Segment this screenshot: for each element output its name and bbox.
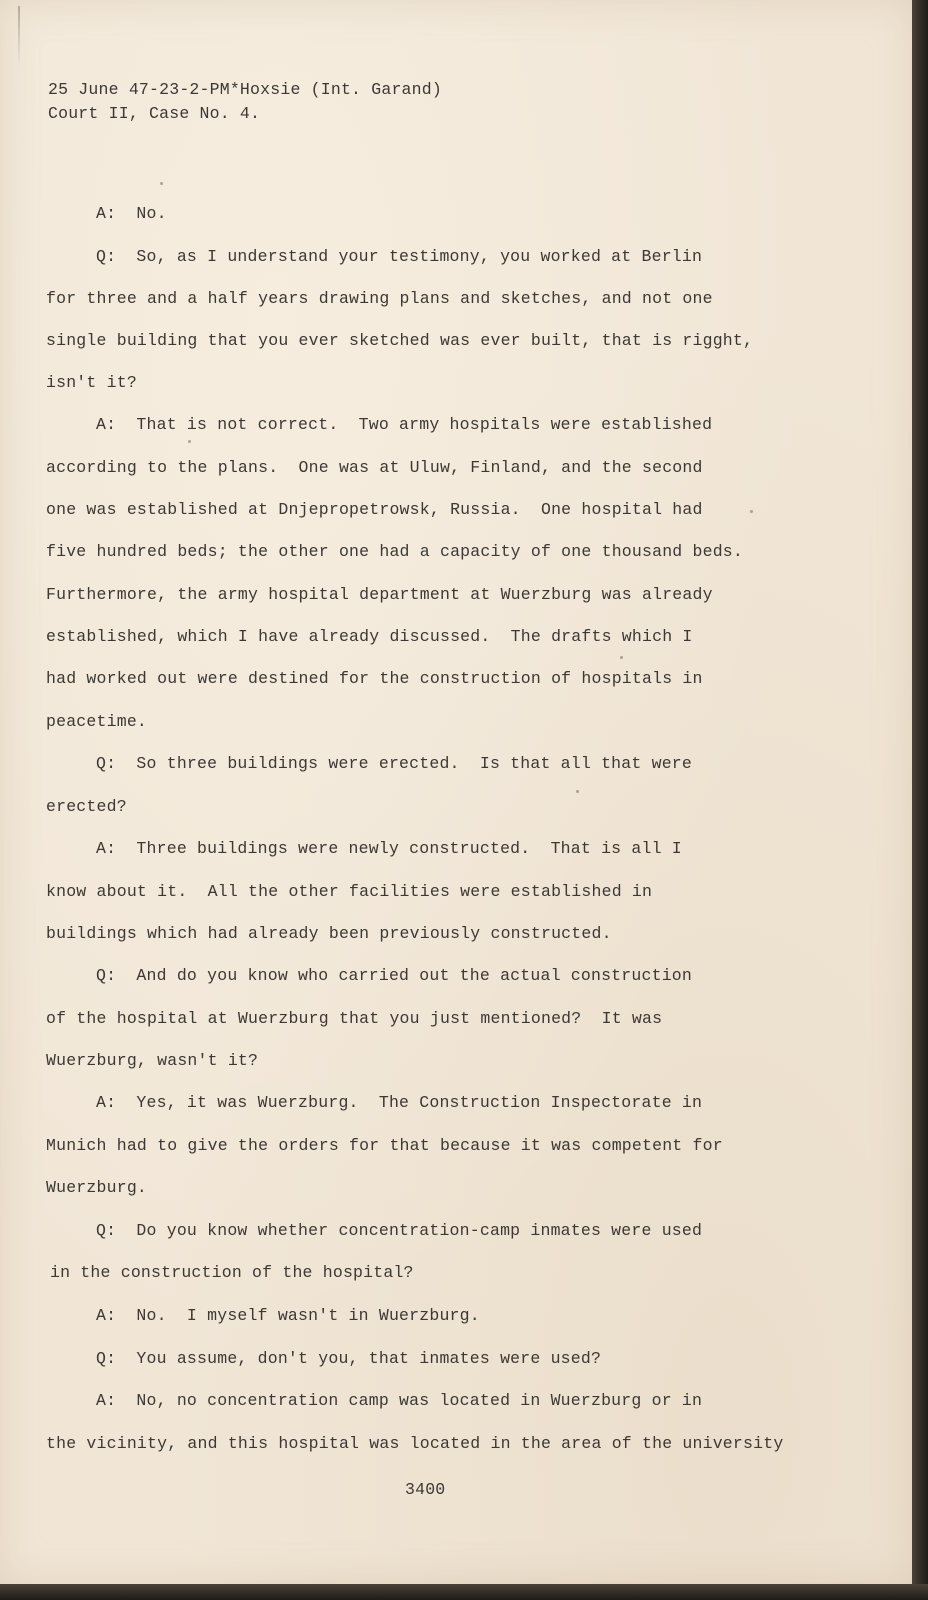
transcript-line: isn't it?	[46, 373, 137, 392]
transcript-line: Q: And do you know who carried out the actual construction	[96, 966, 692, 985]
transcript-line: Q: Do you know whether concentration-camp inmates were used	[96, 1221, 703, 1240]
header-line-1: 25 June 47-23-2-PM*Hoxsie (Int. Garand)	[48, 80, 442, 99]
paper-speck	[188, 440, 191, 443]
transcript-line: had worked out were destined for the construction of hospitals in	[46, 669, 703, 688]
transcript-line: A: Three buildings were newly constructed. That is all I	[96, 839, 682, 858]
transcript-line: peacetime.	[46, 712, 148, 731]
transcript-line: buildings which had already been previously constructed.	[46, 924, 612, 943]
paper-speck	[576, 790, 579, 793]
binding-mark	[18, 6, 20, 66]
transcript-line: established, which I have already discussed. The drafts which I	[46, 627, 693, 646]
transcript-line: the vicinity, and this hospital was located in the area of the university	[46, 1434, 784, 1453]
transcript-line: Wuerzburg.	[46, 1178, 148, 1197]
transcript-line: Furthermore, the army hospital department at Wuerzburg was already	[46, 585, 713, 604]
scan-border-bottom	[0, 1584, 928, 1600]
page-number: 3400	[405, 1480, 446, 1499]
transcript-line: Munich had to give the orders for that because it was competent for	[46, 1136, 723, 1155]
transcript-line: know about it. All the other facilities were established in	[46, 882, 653, 901]
transcript-line: Q: So three buildings were erected. Is that all that were	[96, 754, 692, 773]
transcript-line: one was established at Dnjepropetrowsk, Russia. One hospital had	[46, 500, 703, 519]
transcript-line: A: That is not correct. Two army hospitals were established	[96, 415, 713, 434]
transcript-line: Q: So, as I understand your testimony, you worked at Berlin	[96, 247, 703, 266]
transcript-line: for three and a half years drawing plans and sketches, and not one	[46, 289, 713, 308]
paper-speck	[620, 656, 623, 659]
transcript-line: A: No.	[96, 204, 167, 223]
transcript-line: A: Yes, it was Wuerzburg. The Construction Inspectorate in	[96, 1093, 703, 1112]
transcript-line: according to the plans. One was at Uluw, Finland, and the second	[46, 458, 703, 477]
transcript-line: in the construction of the hospital?	[50, 1263, 414, 1282]
paper-speck	[160, 182, 163, 185]
transcript-line: five hundred beds; the other one had a capacity of one thousand beds.	[46, 542, 744, 561]
transcript-line: Q: You assume, don't you, that inmates were used?	[96, 1349, 602, 1368]
scan-border-right	[912, 0, 928, 1600]
transcript-line: single building that you ever sketched was ever built, that is rigght,	[46, 331, 754, 350]
transcript-line: Wuerzburg, wasn't it?	[46, 1051, 259, 1070]
transcript-line: erected?	[46, 797, 127, 816]
transcript-line: A: No, no concentration camp was located in Wuerzburg or in	[96, 1391, 703, 1410]
transcript-line: of the hospital at Wuerzburg that you just mentioned? It was	[46, 1009, 663, 1028]
paper-speck	[750, 510, 753, 513]
header-line-2: Court II, Case No. 4.	[48, 104, 261, 123]
transcript-line: A: No. I myself wasn't in Wuerzburg.	[96, 1306, 480, 1325]
